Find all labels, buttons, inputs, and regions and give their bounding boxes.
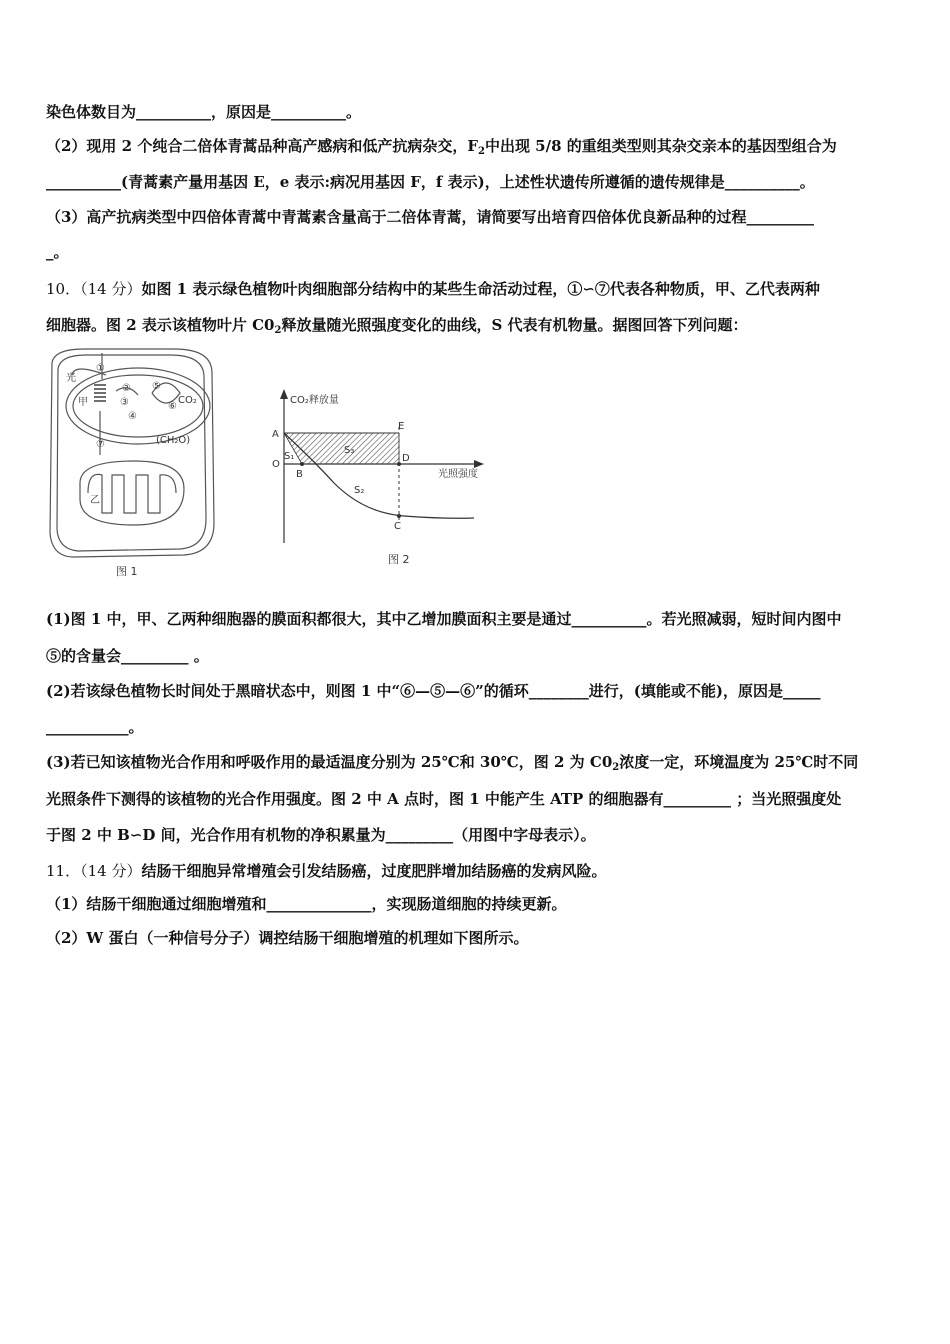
part-2-line-2: ___________。: [46, 718, 144, 736]
text-line-1: 染色体数目为__________，原因是__________。: [46, 103, 362, 121]
label-s1: S₁: [284, 451, 295, 462]
area-s3: [284, 433, 399, 464]
label-d: D: [402, 453, 410, 464]
point-b: [300, 462, 304, 466]
label-o: O: [272, 459, 280, 470]
x-axis-arrow: [474, 460, 484, 468]
part-1-line-2: ⑤的含量会_________ 。: [46, 647, 209, 665]
question-11-header: 11．（14 分）结肠干细胞异常增殖会引发结肠癌，过度肥胖增加结肠癌的发病风险。: [46, 862, 607, 880]
product-label: (CH₂O): [156, 435, 191, 446]
part-1-line-1: (1)图 1 中，甲、乙两种细胞器的膜面积都很大，其中乙增加膜面积主要是通过__________。若光照减弱，短时间内图中: [46, 610, 842, 628]
question-score: （14 分）: [80, 280, 142, 298]
question-number: 11．: [46, 862, 81, 880]
number-5: ⑤: [152, 381, 161, 392]
point-d: [397, 462, 401, 466]
question-11-part-1: （1）结肠干细胞通过细胞增殖和______________，实现肠道细胞的持续更新。: [46, 895, 567, 913]
text-line-4: （3）高产抗病类型中四倍体青蒿中青蒿素含量高于二倍体青蒿，请简要写出培育四倍体优良新品种的过程_________: [46, 208, 814, 226]
part-3-line-3: 于图 2 中 B∽D 间，光合作用有机物的净积累量为_________（用图中字母表示）。: [46, 826, 596, 844]
figure-2-caption: 图 2: [388, 553, 410, 566]
number-6: ⑥: [168, 401, 177, 412]
part-3-line-1: (3)若已知该植物光合作用和呼吸作用的最适温度分别为 25℃和 30℃，图 2 为 $C0_2$浓度一定，环境温度为 25℃时不同: [46, 753, 859, 773]
number-7: ⑦: [96, 439, 105, 450]
part-2-line-1: (2)若该绿色植物长时间处于黑暗状态中，则图 1 中“⑥—⑤—⑥”的循环________进行，(填能或不能)，原因是_____: [46, 682, 821, 700]
question-10-header: 10．（14 分）如图 1 表示绿色植物叶肉细胞部分结构中的某些生命活动过程，①∽⑦代表各种物质，甲、乙代表两种: [46, 280, 820, 298]
question-score: （14 分）: [80, 862, 142, 880]
label-b: B: [296, 469, 303, 480]
text-line-2: （2）现用 2 个纯合二倍体青蒿品种高产感病和低产抗病杂交，$F_2$中出现 5/8 的重组类型则其杂交亲本的基因型组合为: [46, 137, 837, 157]
figure-2: [280, 389, 484, 543]
figure-2-labels: [272, 393, 478, 566]
label-a: A: [272, 429, 279, 440]
figure-1-caption: 图 1: [116, 565, 138, 578]
light-label: 光: [66, 373, 76, 384]
figures: [44, 343, 484, 583]
organelle-label-a: 甲: [78, 397, 88, 408]
chloroplast-inner: [73, 375, 203, 437]
label-c: C: [394, 521, 401, 532]
x-axis-label: 光照强度: [438, 469, 478, 480]
point-c: [397, 514, 401, 518]
label-s3: S₃: [344, 445, 355, 456]
label-s2: S₂: [354, 485, 365, 496]
number-4: ④: [128, 411, 137, 422]
question-11-part-2: （2）W 蛋白（一种信号分子）调控结肠干细胞增殖的机理如下图所示。: [46, 929, 529, 947]
number-3: ③: [120, 397, 129, 408]
question-number: 10．: [46, 280, 81, 298]
part-3-line-2: 光照条件下测得的该植物的光合作用强度。图 2 中 A 点时，图 1 中能产生 ATP 的细胞器有_________ ；当光照强度处: [46, 790, 842, 808]
text-line-5: _。: [46, 243, 69, 261]
figure-svg: [44, 343, 484, 583]
number-1: ①: [96, 363, 105, 374]
organelle-label-b: 乙: [90, 495, 100, 506]
question-10-line-2: 细胞器。图 2 表示该植物叶片 $C0_2$释放量随光照强度变化的曲线，S 代表有机物量。据图回答下列问题：: [46, 316, 748, 336]
label-e: E: [398, 421, 405, 432]
number-2: ②: [122, 383, 131, 394]
mitochondrion-cristae: [88, 474, 176, 513]
mitochondrion-outer: [80, 461, 184, 525]
y-axis-arrow: [280, 389, 288, 399]
thylakoid-stack: [94, 385, 106, 401]
text-line-3: __________(青蒿素产量用基因 E，e 表示:病况用基因 F，f 表示)，上述性状遗传所遵循的遗传规律是__________。: [46, 173, 815, 191]
y-axis-label: CO₂释放量: [290, 395, 339, 406]
co2-label: CO₂: [178, 395, 197, 406]
